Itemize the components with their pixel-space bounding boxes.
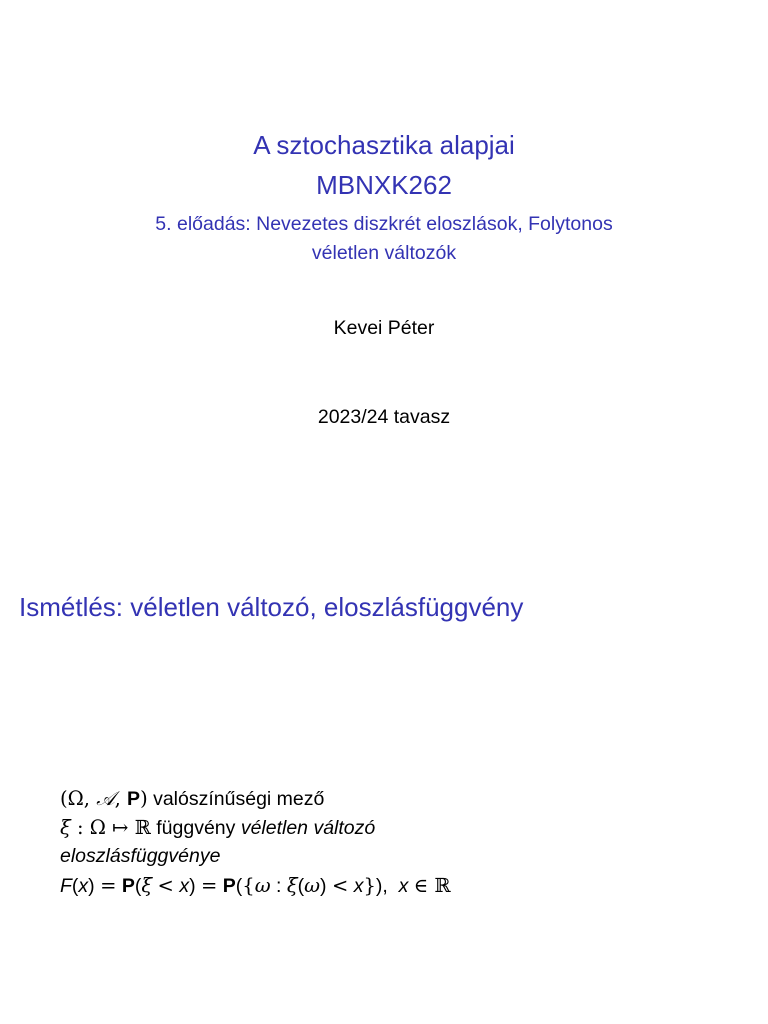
function-label: függvény [150,817,241,839]
random-variable-formula: ξ : Ω ↦ ℝ [60,816,151,839]
distribution-function-heading [60,842,451,871]
frame-title: Ismétlés: véletlen változó, eloszlásfüggvény [19,592,524,622]
lecture-subtitle-line-2: véletlen változók [311,242,457,264]
lecture-subtitle-line-1: 5. előadás: Nevezetes diszkrét eloszlások, Folytonos [155,213,613,235]
random-variable-term: véletlen változó [240,817,376,839]
probability-space-line [60,784,451,813]
probability-space-label: valószínűségi mező [147,788,325,810]
distribution-function-formula: F(x) = P(ξ < x) = P({ω : ξ(ω) < x}), x ∈ ℝ [60,874,451,897]
definition-block [60,784,451,900]
content-slide [0,512,768,1024]
distribution-function-formula-line [60,871,451,900]
random-variable-line [60,813,451,842]
semester-date: 2023/24 tavasz [317,406,451,428]
probability-space-formula: (Ω, 𝒜, P) [60,787,148,810]
distribution-function-term: eloszlásfüggvénye [60,845,221,867]
course-code: MBNXK262 [316,170,452,200]
presentation-title: A sztochasztika alapjai [253,130,515,160]
author-name: Kevei Péter [333,317,435,339]
